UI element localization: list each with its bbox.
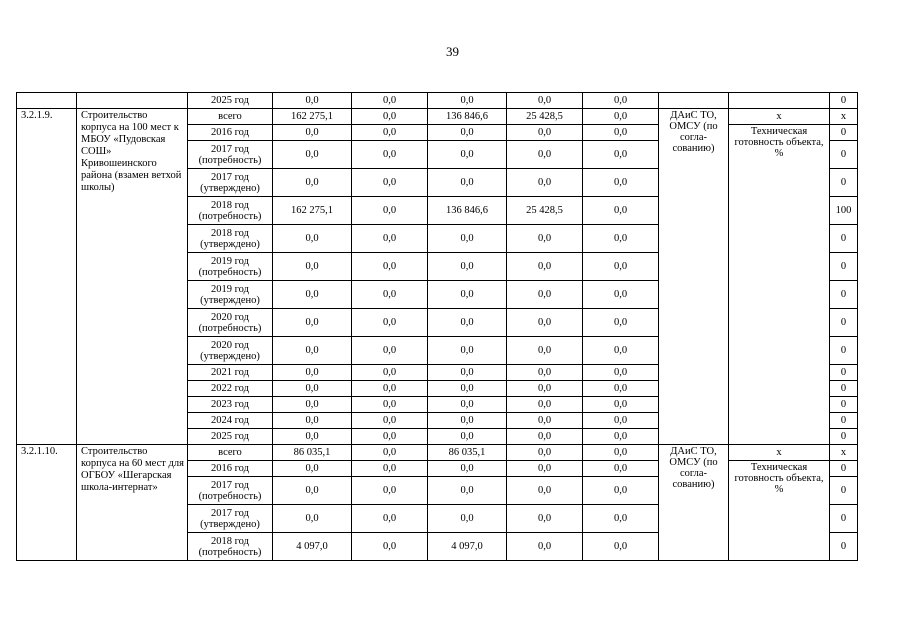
federal-cell: 0,0 [352,281,428,309]
indicator-value-cell: 0 [830,281,858,309]
federal-cell: 0,0 [352,533,428,561]
table-row [17,93,858,109]
year-cell: 2018 год (утверждено) [188,225,273,253]
regional-cell: 0,0 [428,413,507,429]
federal-cell: 0,0 [352,125,428,141]
year-cell: всего [188,109,273,125]
other-cell: 0,0 [583,461,659,477]
local-cell: 0,0 [507,461,583,477]
indicator-value-cell: 0 [830,225,858,253]
year-cell: 2020 год (утверждено) [188,337,273,365]
federal-cell: 0,0 [352,309,428,337]
other-cell: 0,0 [583,253,659,281]
total-cell: 0,0 [273,381,352,397]
federal-cell: 0,0 [352,397,428,413]
local-cell: 0,0 [507,169,583,197]
regional-cell: 0,0 [428,281,507,309]
indicator-name-cell: Техническая готовность объекта, % [729,125,830,445]
regional-cell: 0,0 [428,397,507,413]
total-cell: 0,0 [273,505,352,533]
total-cell: 86 035,1 [273,445,352,461]
indicator-value-cell: 0 [830,381,858,397]
local-cell: 0,0 [507,93,583,109]
other-cell: 0,0 [583,477,659,505]
federal-cell: 0,0 [352,169,428,197]
table-row [17,445,858,461]
executor-cell [659,93,729,109]
total-cell: 0,0 [273,397,352,413]
local-cell: 0,0 [507,281,583,309]
regional-cell: 0,0 [428,93,507,109]
regional-cell: 0,0 [428,253,507,281]
total-cell: 0,0 [273,365,352,381]
indicator-value-cell: 0 [830,309,858,337]
other-cell: 0,0 [583,309,659,337]
local-cell: 0,0 [507,141,583,169]
indicator-value-cell: 0 [830,125,858,141]
table-row [17,109,858,125]
local-cell: 25 428,5 [507,197,583,225]
year-cell: 2016 год [188,125,273,141]
other-cell: 0,0 [583,397,659,413]
total-cell: 162 275,1 [273,197,352,225]
federal-cell: 0,0 [352,337,428,365]
total-cell: 0,0 [273,225,352,253]
indicator-value-cell: 0 [830,461,858,477]
local-cell: 0,0 [507,397,583,413]
total-cell: 162 275,1 [273,109,352,125]
executor-cell: ДАиС ТО, ОМСУ (по согла-сованию) [659,445,729,561]
program-table [16,92,858,561]
indicator-value-cell: 0 [830,337,858,365]
indicator-value-cell: х [830,445,858,461]
indicator-cell [729,93,830,109]
federal-cell: 0,0 [352,477,428,505]
regional-cell: 0,0 [428,125,507,141]
regional-cell: 0,0 [428,477,507,505]
other-cell: 0,0 [583,505,659,533]
other-cell: 0,0 [583,109,659,125]
local-cell: 0,0 [507,253,583,281]
other-cell: 0,0 [583,533,659,561]
year-cell: 2019 год (потребность) [188,253,273,281]
local-cell: 0,0 [507,337,583,365]
federal-cell: 0,0 [352,381,428,397]
indicator-value-cell: 0 [830,397,858,413]
other-cell: 0,0 [583,125,659,141]
total-cell: 0,0 [273,281,352,309]
indicator-value-cell: х [830,109,858,125]
regional-cell: 0,0 [428,429,507,445]
regional-cell: 0,0 [428,365,507,381]
indicator-value-cell: 0 [830,477,858,505]
federal-cell: 0,0 [352,93,428,109]
page-number: 39 [446,44,459,59]
local-cell: 0,0 [507,533,583,561]
federal-cell: 0,0 [352,365,428,381]
local-cell: 0,0 [507,505,583,533]
other-cell: 0,0 [583,169,659,197]
indicator-value-cell: 0 [830,429,858,445]
federal-cell: 0,0 [352,253,428,281]
year-cell: 2023 год [188,397,273,413]
indicator-value-cell: 0 [830,169,858,197]
other-cell: 0,0 [583,141,659,169]
year-cell: 2017 год (потребность) [188,141,273,169]
indicator-value-cell: 0 [830,93,858,109]
indicator-value-cell: 0 [830,413,858,429]
total-cell: 0,0 [273,125,352,141]
local-cell: 0,0 [507,445,583,461]
federal-cell: 0,0 [352,141,428,169]
regional-cell: 136 846,6 [428,197,507,225]
code-cell [17,93,77,109]
year-cell: 2016 год [188,461,273,477]
other-cell: 0,0 [583,413,659,429]
local-cell: 0,0 [507,413,583,429]
local-cell: 0,0 [507,365,583,381]
code-cell: 3.2.1.9. [17,109,77,445]
table-body [17,93,858,561]
federal-cell: 0,0 [352,109,428,125]
local-cell: 0,0 [507,125,583,141]
regional-cell: 86 035,1 [428,445,507,461]
federal-cell: 0,0 [352,225,428,253]
regional-cell: 0,0 [428,141,507,169]
executor-cell: ДАиС ТО, ОМСУ (по согла-сованию) [659,109,729,445]
total-cell: 0,0 [273,413,352,429]
year-cell: 2022 год [188,381,273,397]
other-cell: 0,0 [583,365,659,381]
indicator-value-cell: 0 [830,253,858,281]
regional-cell: 0,0 [428,337,507,365]
year-cell: всего [188,445,273,461]
indicator-x-cell: х [729,109,830,125]
other-cell: 0,0 [583,381,659,397]
regional-cell: 4 097,0 [428,533,507,561]
local-cell: 0,0 [507,309,583,337]
total-cell: 0,0 [273,429,352,445]
name-cell: Строительство корпуса на 100 мест к МБОУ «Пудовская СОШ» Кривошеинского района (взамен ветхой школы) [77,109,188,445]
year-cell: 2019 год (утверждено) [188,281,273,309]
total-cell: 0,0 [273,141,352,169]
year-cell: 2021 год [188,365,273,381]
other-cell: 0,0 [583,337,659,365]
regional-cell: 0,0 [428,381,507,397]
local-cell: 0,0 [507,225,583,253]
name-cell: Строительство корпуса на 60 мест для ОГБОУ «Шегарская школа-интернат» [77,445,188,561]
total-cell: 0,0 [273,337,352,365]
year-cell: 2020 год (потребность) [188,309,273,337]
other-cell: 0,0 [583,429,659,445]
local-cell: 25 428,5 [507,109,583,125]
indicator-x-cell: х [729,445,830,461]
total-cell: 0,0 [273,461,352,477]
total-cell: 0,0 [273,309,352,337]
total-cell: 0,0 [273,253,352,281]
year-cell: 2018 год (потребность) [188,533,273,561]
regional-cell: 0,0 [428,309,507,337]
indicator-value-cell: 0 [830,533,858,561]
indicator-value-cell: 100 [830,197,858,225]
year-cell: 2017 год (утверждено) [188,169,273,197]
year-cell: 2025 год [188,429,273,445]
indicator-value-cell: 0 [830,505,858,533]
other-cell: 0,0 [583,93,659,109]
other-cell: 0,0 [583,197,659,225]
other-cell: 0,0 [583,281,659,309]
federal-cell: 0,0 [352,445,428,461]
other-cell: 0,0 [583,225,659,253]
total-cell: 0,0 [273,477,352,505]
federal-cell: 0,0 [352,505,428,533]
other-cell: 0,0 [583,445,659,461]
indicator-value-cell: 0 [830,141,858,169]
year-cell: 2017 год (потребность) [188,477,273,505]
regional-cell: 0,0 [428,461,507,477]
federal-cell: 0,0 [352,429,428,445]
total-cell: 0,0 [273,93,352,109]
indicator-name-cell: Техническая готовность объекта, % [729,461,830,561]
indicator-value-cell: 0 [830,365,858,381]
name-cell [77,93,188,109]
regional-cell: 136 846,6 [428,109,507,125]
year-cell: 2018 год (потребность) [188,197,273,225]
regional-cell: 0,0 [428,169,507,197]
regional-cell: 0,0 [428,225,507,253]
local-cell: 0,0 [507,429,583,445]
regional-cell: 0,0 [428,505,507,533]
total-cell: 4 097,0 [273,533,352,561]
federal-cell: 0,0 [352,197,428,225]
year-cell: 2025 год [188,93,273,109]
year-cell: 2024 год [188,413,273,429]
total-cell: 0,0 [273,169,352,197]
local-cell: 0,0 [507,381,583,397]
local-cell: 0,0 [507,477,583,505]
year-cell: 2017 год (утверждено) [188,505,273,533]
federal-cell: 0,0 [352,413,428,429]
federal-cell: 0,0 [352,461,428,477]
code-cell: 3.2.1.10. [17,445,77,561]
